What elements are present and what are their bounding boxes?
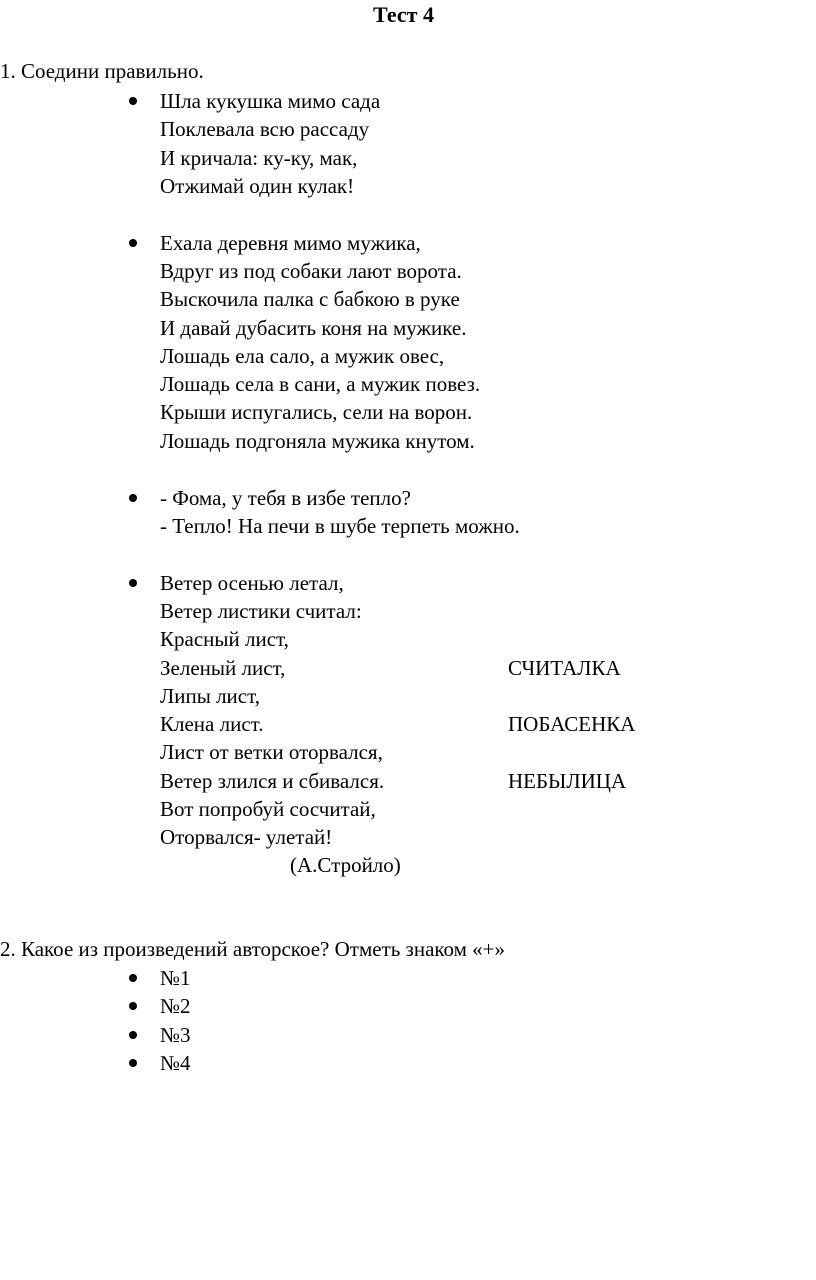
text-2-line: Ехала деревня мимо мужика, <box>160 231 421 255</box>
text-2-line: И давай дубасить коня на мужике. <box>160 316 467 340</box>
text-2-line: Крыши испугались, сели на ворон. <box>160 400 473 424</box>
option-label: №1 <box>160 966 191 990</box>
text-4-line: Ветер листики считал: <box>160 599 362 623</box>
text-2-line: Лошадь ела сало, а мужик овес, <box>160 344 445 368</box>
bullet-icon <box>129 1031 137 1039</box>
bullet-icon <box>129 1002 137 1010</box>
option-label: №3 <box>160 1023 191 1047</box>
text-4-line: Вот попробуй сосчитай, <box>160 797 376 821</box>
text-4-line: Клена лист. <box>160 712 264 736</box>
bullet-icon <box>129 579 137 587</box>
text-4-line: Лист от ветки оторвался, <box>160 740 383 764</box>
text-2-line: Лошадь села в сани, а мужик повез. <box>160 372 481 396</box>
text-4-line: Ветер осенью летал, <box>160 571 344 595</box>
text-1-line: Шла кукушка мимо сада <box>160 89 381 113</box>
text-1-line: Отжимай один кулак! <box>160 174 355 198</box>
bullet-icon <box>129 97 137 105</box>
text-2-line: Выскочила палка с бабкою в руке <box>160 287 460 311</box>
text-4-line: Ветер злился и сбивался. <box>160 769 385 793</box>
text-4-line: Зеленый лист, <box>160 656 286 680</box>
text-4-line: Липы лист, <box>160 684 260 708</box>
genre-pobasenka: ПОБАСЕНКА <box>508 712 636 736</box>
genre-nebylitsa: НЕБЫЛИЦА <box>508 769 627 793</box>
text-3-line: - Фома, у тебя в избе тепло? <box>160 486 411 510</box>
text-1-line: И кричала: ку-ку, мак, <box>160 146 358 170</box>
option-label: №2 <box>160 994 191 1018</box>
bullet-icon <box>129 974 137 982</box>
text-1-line: Поклевала всю рассаду <box>160 117 370 141</box>
text-3-line: - Тепло! На печи в шубе терпеть можно. <box>160 514 520 538</box>
bullet-icon <box>129 494 137 502</box>
author-attribution: (А.Стройло) <box>290 853 401 877</box>
text-4-line: Оторвался- улетай! <box>160 825 333 849</box>
test-title: Тест 4 <box>373 2 434 27</box>
option-label: №4 <box>160 1051 191 1075</box>
text-2-line: Лошадь подгоняла мужика кнутом. <box>160 429 475 453</box>
bullet-icon <box>129 239 137 247</box>
bullet-icon <box>129 1059 137 1067</box>
text-4-line: Красный лист, <box>160 627 289 651</box>
question-2-heading: 2. Какое из произведений авторское? Отметь знаком «+» <box>0 937 506 961</box>
genre-schitalka: СЧИТАЛКА <box>508 656 621 680</box>
text-2-line: Вдруг из под собаки лают ворота. <box>160 259 462 283</box>
question-1-heading: 1. Соедини правильно. <box>0 59 204 83</box>
